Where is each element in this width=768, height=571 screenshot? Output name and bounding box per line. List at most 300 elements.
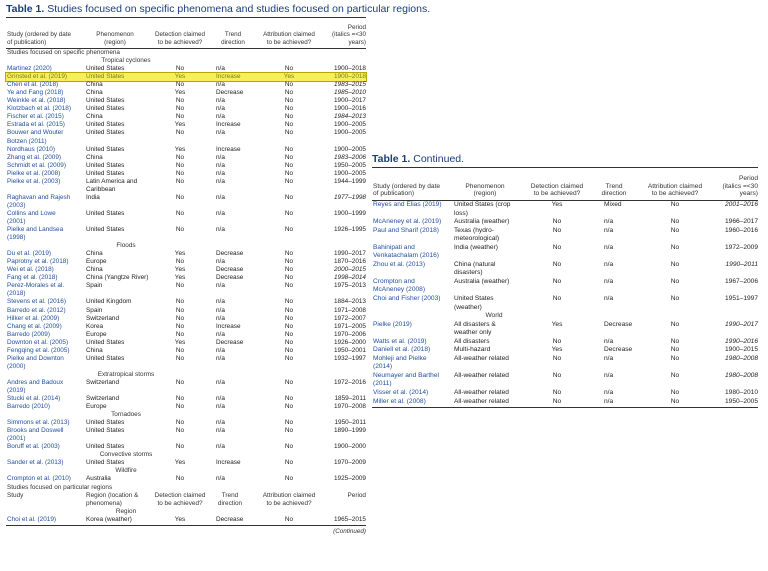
cell-trend: Increase [216,73,241,81]
table-row [6,331,366,339]
cell-period: 1966–2017 [724,218,758,226]
cell-region: United States [86,338,125,346]
cell-detection: Yes [174,121,186,129]
cell-period: 2000–2015 [334,266,366,274]
cell-region: United States [86,226,125,234]
cell-detection: No [175,81,185,89]
cell-period: 1970–2008 [334,403,366,411]
table-row-continuation [372,380,758,389]
cell-period: 1950–2005 [334,161,366,169]
cell-detection: Yes [551,201,563,208]
cell-region: Switzerland [86,314,120,322]
cell-trend: n/a [604,243,614,251]
cell-trend: n/a [216,65,225,73]
cell-detection: No [175,443,185,451]
cell-detection: No [175,177,185,185]
cell-study: Pielke et al. (2003) [7,177,61,185]
cell-detection: No [175,258,185,266]
cell-detection: No [175,346,185,354]
cell-trend: n/a [604,389,614,397]
header-attribution: Attribution claimed to be achieved? [647,182,703,198]
table-row [6,250,366,258]
cell-region: All-weather related [454,397,509,405]
cell-trend: Decrease [216,89,244,97]
table-row [6,307,366,315]
cell-attribution: No [284,427,294,435]
cell-study: (1998) [7,234,26,242]
cell-region: China [86,113,103,121]
cell-attribution: No [284,338,294,346]
cell-detection: No [175,403,185,411]
cell-region: Switzerland [86,395,120,403]
table-row [6,226,366,234]
cell-attribution: No [284,177,294,185]
subhead-attribution: Attribution claimed [262,491,316,499]
cell-detection: No [175,322,185,330]
table-row [6,146,366,154]
cell-study: (2003) [7,201,26,209]
cell-study: (2000) [7,362,26,370]
cell-period: 1950–2001 [334,346,366,354]
cell-trend: n/a [216,419,225,427]
cell-trend: n/a [604,226,614,234]
cell-attribution: No [284,443,294,451]
cell-study: Hilker et al. (2009) [7,314,60,322]
cell-region: United States [86,443,125,451]
cell-region: United Kingdom [86,298,132,306]
cell-period: 1980–2008 [724,354,758,362]
table-title: Studies focused on specific phenomena and studies focused on particular regions. [47,3,431,15]
cell-trend: n/a [216,209,225,217]
cell-attribution: No [670,389,680,397]
cell-study: Downton et al. (2005) [7,338,69,346]
cell-period: 1900–1999 [334,209,366,217]
cell-region: Australia (weather) [454,218,510,226]
cell-region: China [86,89,103,97]
category-label: Floods [116,242,136,250]
cell-trend: n/a [216,403,225,411]
table-row [6,315,366,323]
cell-study: Du et al. (2019) [7,250,52,258]
table-row [6,81,366,89]
continued-note: (Continued) [333,527,366,535]
cell-period: 1970–2006 [334,330,366,338]
cell-attribution: No [284,97,294,105]
cell-trend: n/a [216,427,225,435]
cell-study: Venkatachalam (2016) [373,252,439,260]
cell-detection: No [552,354,562,362]
table-row-continuation [372,304,758,313]
cell-study: (2019) [7,386,26,394]
subhead-region: Region (location & [86,491,139,499]
section-heading [6,49,366,57]
cell-trend: n/a [216,354,225,362]
table-row [6,258,366,266]
cell-study: Brooks and Doswell [7,427,64,435]
table-row [372,244,758,253]
cell-attribution: No [284,378,294,386]
cell-period: 2001–2016 [724,201,758,208]
table-row [6,323,366,331]
header-phenomenon: Phenomenon (region) [465,182,505,198]
section-label: Studies focused on particular regions [7,483,113,491]
cell-region: United States [86,427,125,435]
cell-detection: No [175,419,185,427]
table-row [6,121,366,129]
table-row [372,278,758,287]
cell-study: Zhang et al. (2009) [7,153,61,161]
cell-region: Australia (weather) [454,277,510,285]
table-row-continuation [6,138,366,146]
cell-study: Barredo et al. (2012) [7,306,66,314]
table-row [6,355,366,363]
cell-study: Paprotny et al. (2018) [7,258,69,266]
cell-study: Nordhaus (2010) [7,145,55,153]
cell-period: 1950–2005 [724,397,758,405]
cell-attribution: No [670,218,680,226]
cell-region: All-weather related [454,389,509,397]
cell-detection: No [175,193,185,201]
cell-region: India (weather) [454,243,498,251]
category-label: Convective storms [99,451,153,459]
cell-region: China [86,346,103,354]
cell-study: Perez-Morales et al. [7,282,65,290]
cell-trend: n/a [216,258,225,266]
cell-attribution: No [284,193,294,201]
cell-region: United States [86,73,125,81]
cell-detection: Yes [174,459,186,467]
table-number: Table 1. [6,3,45,15]
table-row [6,475,366,483]
cell-detection: No [175,209,185,217]
cell-trend: n/a [216,169,225,177]
cell-study: Martinez (2020) [7,65,52,73]
cell-trend: n/a [216,113,225,121]
cell-detection: No [552,389,562,397]
table-row [372,218,758,227]
cell-region: Spain [86,306,103,314]
cell-study: (2018) [7,290,26,298]
header-detection: Detection claimed to be achieved? [530,182,584,198]
cell-attribution: No [284,515,294,523]
subhead-trend: Trend [221,491,239,499]
cell-period: 1985–2010 [334,89,366,97]
header-period: Period (italics =<30 years) [332,24,366,46]
cell-study: Estrada et al. (2015) [7,121,65,129]
subhead-attribution: to be achieved? [266,499,312,507]
cell-region: loss) [454,209,468,217]
cell-study: Barredo (2009) [7,330,50,338]
cell-detection: Yes [174,274,186,282]
cell-study: Boruff et al. (2003) [7,443,60,451]
cell-study: Crompton et al. (2010) [7,475,71,483]
cell-trend: n/a [216,395,225,403]
cell-study: (2001) [7,435,26,443]
table-row-continuation [6,186,366,194]
table-row [6,97,366,105]
cell-region: China [86,250,103,258]
cell-region: China [86,81,103,89]
table-row [6,170,366,178]
cell-trend: Increase [216,459,241,467]
table-row [372,201,758,210]
cell-trend: Decrease [604,346,633,354]
cell-attribution: No [284,105,294,113]
cell-study: (2011) [373,380,392,388]
cell-study: Chang et al. (2009) [7,322,62,330]
cell-attribution: No [284,419,294,427]
cell-detection: No [175,354,185,362]
cell-study: Weinkle et al. (2018) [7,97,66,105]
cell-region: United States [86,419,125,427]
table-row-continuation [6,435,366,443]
table-row [372,321,758,330]
table-row [6,194,366,202]
table-row [6,105,366,113]
sub-header-row [6,492,366,500]
cell-attribution: No [284,113,294,121]
header-phenomenon: Phenomenon (region) [96,31,134,46]
cell-region: China (natural [454,260,496,268]
cell-study: Zhou et al. (2013) [373,260,426,268]
cell-detection: Yes [174,73,186,81]
cell-detection: No [175,97,185,105]
cell-period: 1972–2016 [334,378,366,386]
sub-header-row [6,500,366,508]
cell-study: Bahinipati and [373,243,415,251]
table-row-continuation [6,363,366,371]
cell-trend: n/a [604,354,614,362]
cell-period: 1900–2015 [724,346,758,354]
cell-trend: n/a [216,97,225,105]
cell-study: Daniell et al. (2018) [373,346,431,354]
table-row-continuation [372,210,758,219]
table-row [372,372,758,381]
cell-region: United States [86,459,125,467]
cell-period: 1859–2011 [334,395,366,403]
cell-attribution: No [670,201,680,208]
category-label: Extratropical storms [97,370,155,378]
cell-region: Spain [86,282,103,290]
cell-study: Klotzbach et al. (2018) [7,105,71,113]
cell-period: 1967–2006 [724,277,758,285]
cell-trend: n/a [216,282,225,290]
cell-attribution: No [284,403,294,411]
cell-region: India [86,193,100,201]
cell-detection: No [552,260,562,268]
cell-period: 1990–2016 [724,337,758,345]
cell-attribution: No [284,65,294,73]
category-label: Region [115,507,137,515]
cell-attribution: No [284,169,294,177]
table-row [6,65,366,73]
cell-study: Stevens et al. (2016) [7,298,66,306]
cell-trend: n/a [216,314,225,322]
cell-region: United States [86,121,125,129]
cell-trend: n/a [216,346,225,354]
cell-study: Bouwer and Wouter [7,129,64,137]
category-label: Wildfire [115,467,137,475]
cell-detection: Yes [551,320,563,328]
table-row [6,403,366,411]
cell-study: Crompton and [373,277,415,285]
table-row [6,274,366,282]
cell-study: Fischer et al. (2015) [7,113,64,121]
cell-detection: No [175,475,185,483]
header-period: Period (italics =<30 years) [722,175,758,198]
cell-study: Sander et al. (2013) [7,459,64,467]
cell-study: Pielke et al. (2008) [7,169,61,177]
table-row [6,113,366,121]
table-row-continuation [372,286,758,295]
cell-detection: No [175,314,185,322]
cell-study: Paul and Sharif (2018) [373,226,439,234]
cell-period: 1983–2006 [334,153,366,161]
table-1-continued [372,152,758,408]
cell-period: 1890–1999 [334,427,366,435]
cell-detection: No [552,295,562,303]
cell-region: Korea (weather) [86,515,132,523]
cell-attribution: No [670,397,680,405]
cell-study: Botzen (2011) [7,137,47,145]
cell-period: 1900–2000 [334,443,366,451]
table-row [6,154,366,162]
cell-period: 1998–2014 [334,274,366,282]
cell-region: weather only [454,329,492,337]
cell-study: Reyes and Elias (2019) [373,201,442,208]
table-caption [6,2,431,17]
cell-region: meteorological) [454,235,500,243]
cell-region: All-weather related [454,354,509,362]
cell-detection: No [175,153,185,161]
cell-region: China (Yangtze River) [86,274,149,282]
category-heading [372,312,758,321]
cell-detection: Yes [174,250,186,258]
cell-trend: n/a [216,105,225,113]
table-row [6,129,366,137]
cell-attribution: No [284,314,294,322]
cell-attribution: No [284,250,294,258]
cell-period: 1983–2015 [334,81,366,89]
cell-study: (2014) [373,363,393,371]
cell-region: United States [86,129,125,137]
cell-region: Multi-hazard [454,346,491,354]
subhead-study: Study [7,491,24,499]
table-row [6,339,366,347]
table-row [6,266,366,274]
cell-study: Grinsted et al. (2019) [7,73,68,81]
table-row-continuation [6,290,366,298]
table-row [6,459,366,467]
cell-region: United States [86,105,125,113]
cell-attribution: No [670,346,680,354]
cell-detection: No [175,427,185,435]
category-heading [6,411,366,419]
cell-trend: n/a [604,337,614,345]
cell-attribution: No [284,330,294,338]
cell-period: 1900–2016 [334,105,366,113]
cell-attribution: No [284,346,294,354]
cell-study: Stucki et al. (2014) [7,395,61,403]
cell-detection: No [175,65,185,73]
cell-study: McAneney et al. (2019) [373,218,442,226]
table-row-continuation [372,269,758,278]
cell-region: Australia [86,475,111,483]
cell-period: 1984–2013 [334,113,366,121]
cell-region: (weather) [454,303,482,311]
cell-detection: No [175,129,185,137]
cell-period: 1975–2013 [334,282,366,290]
header-detection: Detection claimed to be achieved? [154,31,206,46]
cell-attribution: No [670,295,680,303]
table-header [6,18,366,49]
cell-study: Miller et al. (2008) [373,397,426,405]
cell-period: 1944–1999 [334,177,366,185]
cell-region: United States [86,65,125,73]
cell-period: 1900–2005 [334,145,366,153]
cell-attribution: No [284,89,294,97]
cell-period: 1900–2005 [334,169,366,177]
table-row [372,338,758,347]
cell-region: Europe [86,330,107,338]
cell-period: 1900–2017 [334,97,366,105]
cell-trend: n/a [216,306,225,314]
cell-attribution: No [284,153,294,161]
cell-detection: No [552,337,562,345]
cell-trend: n/a [216,153,225,161]
cell-attribution: No [670,243,680,251]
cell-region: China [86,153,103,161]
cell-detection: No [552,397,562,405]
cell-trend: n/a [604,277,614,285]
category-heading [6,451,366,459]
cell-trend: Decrease [216,338,244,346]
cell-detection: Yes [174,515,186,523]
cell-study: Ye and Fang (2018) [7,89,64,97]
cell-trend: n/a [216,378,225,386]
category-heading [6,467,366,475]
cell-period: 1980–2010 [724,389,758,397]
cell-attribution: No [284,226,294,234]
cell-region: Europe [86,258,107,266]
subhead-detection: Detection claimed [154,491,206,499]
cell-period: 1870–2016 [334,258,366,266]
cell-attribution: No [284,322,294,330]
table-row [6,379,366,387]
cell-trend: Decrease [604,320,633,328]
table-caption-continued [372,152,758,167]
cell-trend: Decrease [216,250,244,258]
cell-attribution: No [284,266,294,274]
table-row [6,419,366,427]
cell-attribution: No [284,354,294,362]
table-row-continuation [6,202,366,210]
cell-detection: No [175,378,185,386]
table-row [6,516,366,524]
cell-attribution: No [670,226,680,234]
cell-study: Barredo (2010) [7,403,50,411]
cell-attribution: No [670,277,680,285]
bottom-rule [372,407,758,408]
cell-period: 1950–2011 [334,419,366,427]
cell-trend: n/a [216,193,225,201]
cell-period: 1971–2008 [334,306,366,314]
cell-period: 1990–2017 [334,250,366,258]
cell-region: United States [86,169,125,177]
category-label: Tornadoes [111,411,141,419]
cell-period: 1900–2005 [334,129,366,137]
cell-region: All-weather related [454,371,509,379]
